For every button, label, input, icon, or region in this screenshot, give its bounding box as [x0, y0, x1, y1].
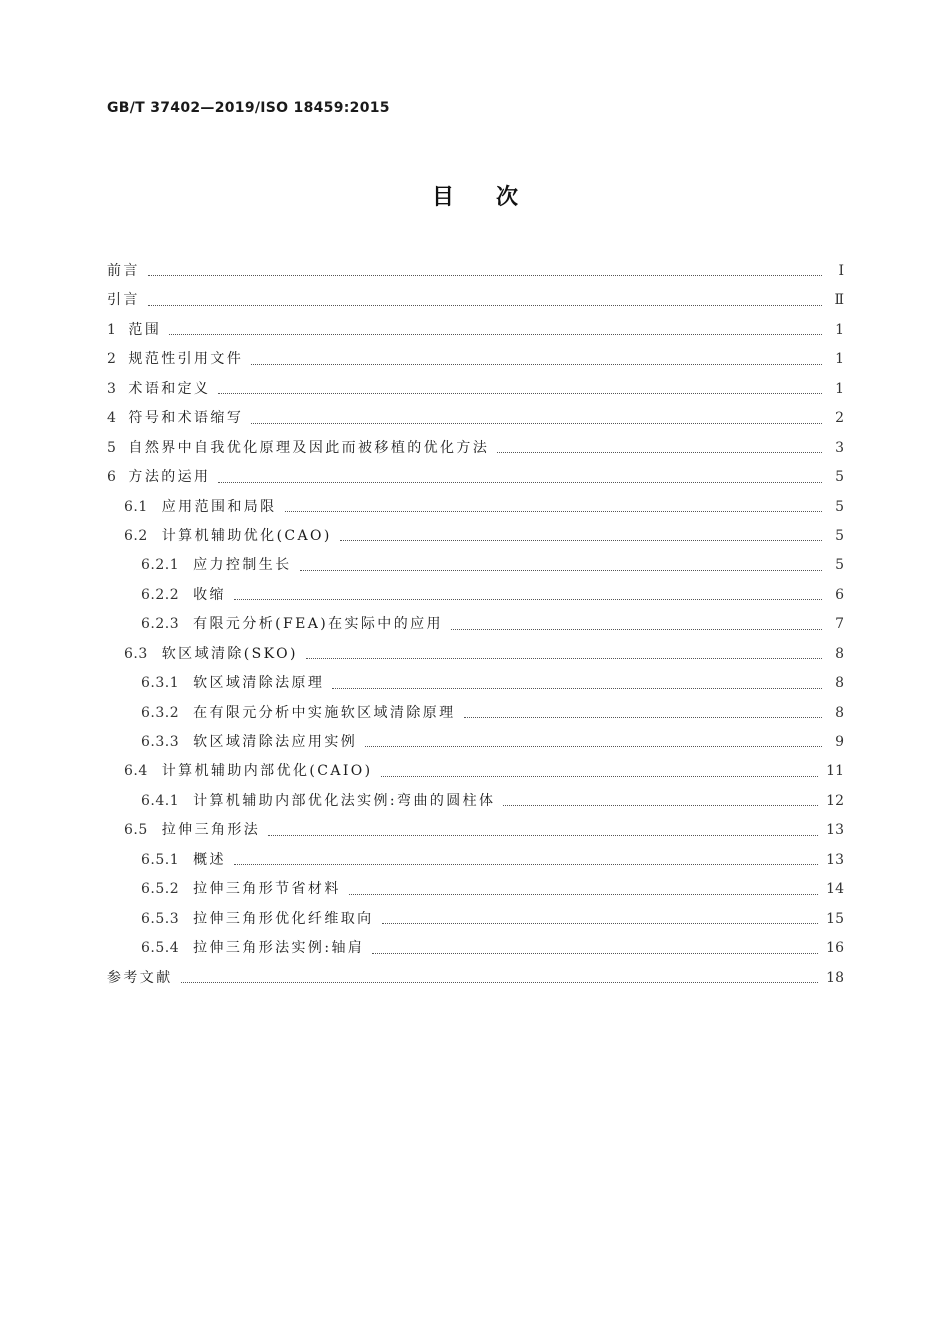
toc-entry-number: 6.2	[124, 527, 148, 544]
toc-entry-6[interactable]	[107, 463, 844, 492]
toc-entry-6-1[interactable]	[107, 493, 844, 522]
dot-leader	[464, 716, 822, 718]
toc-entry-6-2-3[interactable]	[107, 610, 844, 639]
dot-leader	[372, 952, 818, 954]
toc-entry-label: 符号和术语缩写	[128, 410, 244, 427]
dot-leader	[181, 981, 819, 983]
toc-entry-6-2-1[interactable]	[107, 551, 844, 580]
toc-entry-page: 1	[835, 351, 844, 368]
toc-entry-label: 拉伸三角形节省材料	[193, 881, 341, 898]
toc-entry-label: 概述	[193, 851, 226, 868]
toc-entry-label: 规范性引用文件	[128, 351, 244, 368]
toc-entry-2[interactable]	[107, 345, 844, 374]
dot-leader	[340, 539, 822, 541]
toc-entry-number: 6.5.3	[141, 910, 180, 927]
toc-entry-6-3-2[interactable]	[107, 699, 844, 728]
toc-entry-page: 16	[826, 940, 844, 957]
toc-entry-number: 6.5	[124, 822, 148, 839]
dot-leader	[306, 657, 822, 659]
toc-entry-5[interactable]	[107, 434, 844, 463]
toc-entry-label: 拉伸三角形优化纤维取向	[193, 910, 374, 927]
toc-entry-label: 拉伸三角形法实例:轴肩	[193, 940, 365, 957]
dot-leader	[365, 745, 822, 747]
toc-entry-introduction[interactable]	[107, 286, 844, 315]
toc-entry-page: 11	[826, 763, 844, 780]
toc-entry-6-5-2[interactable]	[107, 875, 844, 904]
toc-entry-number: 6.3.2	[141, 704, 180, 721]
toc-entry-6-4[interactable]	[107, 757, 844, 786]
toc-entry-number: 6.2.3	[141, 616, 180, 633]
toc-entry-label: 软区域清除法原理	[193, 675, 325, 692]
toc-entry-number: 6.3.3	[141, 734, 180, 750]
toc-entry-label: 拉伸三角形法	[161, 822, 261, 839]
toc-entry-page: 8	[835, 645, 844, 662]
toc-entry-label: 软区域清除(SKO)	[161, 645, 298, 662]
toc-entry-label: 有限元分析(FEA)在实际中的应用	[193, 616, 443, 633]
toc-entry-label: 参考文献	[107, 969, 173, 986]
toc-entry-label: 计算机辅助优化(CAO)	[161, 527, 332, 544]
toc-entry-number: 6.4	[124, 763, 148, 780]
toc-entry-label: 范围	[128, 321, 162, 338]
dot-leader	[169, 333, 822, 335]
toc-entry-4[interactable]	[107, 404, 844, 433]
dot-leader	[234, 598, 822, 600]
toc-entry-label: 引言	[107, 292, 140, 309]
toc-entry-bibliography[interactable]	[107, 964, 844, 993]
toc-entry-6-3-3[interactable]	[107, 728, 844, 757]
toc-entry-label: 收缩	[193, 586, 226, 603]
toc-entry-6-5-1[interactable]	[107, 846, 844, 875]
dot-leader	[381, 775, 819, 777]
dot-leader	[251, 422, 822, 424]
toc-entry-label: 在有限元分析中实施软区域清除原理	[193, 704, 456, 721]
toc-entry-page: 13	[826, 822, 844, 839]
toc-entry-page: Ⅱ	[834, 292, 844, 309]
toc-entry-number: 6.5.4	[141, 940, 180, 957]
standard-number: GB/T 37402—2019/ISO 18459:2015	[107, 100, 390, 116]
toc-entry-foreword[interactable]	[107, 257, 844, 286]
toc-entry-page: 18	[826, 969, 844, 986]
toc-entry-6-3[interactable]	[107, 640, 844, 669]
toc-entry-page: 12	[826, 792, 844, 809]
toc-entry-6-3-1[interactable]	[107, 669, 844, 698]
dot-leader	[497, 451, 822, 453]
toc-entry-6-2-2[interactable]	[107, 581, 844, 610]
toc-entry-page: 8	[835, 704, 844, 721]
toc-entry-page: 7	[835, 616, 844, 633]
dot-leader	[268, 834, 818, 836]
toc-entry-label: 前言	[107, 263, 140, 279]
toc-entry-number: 3	[107, 380, 117, 397]
toc-entry-page: 1	[835, 321, 844, 338]
toc-entry-number: 6.5.2	[141, 881, 180, 898]
toc-entry-number: 6.4.1	[141, 792, 180, 809]
toc-entry-number: 6.5.1	[141, 851, 180, 868]
toc-entry-number: 6	[107, 469, 117, 486]
toc-entry-page: 5	[835, 498, 844, 515]
toc-entry-6-5-4[interactable]	[107, 934, 844, 963]
toc-entry-number: 6.3	[124, 645, 148, 662]
toc-entry-page: 1	[835, 380, 844, 397]
toc-entry-label: 自然界中自我优化原理及因此而被移植的优化方法	[128, 439, 490, 456]
toc-entry-6-5[interactable]	[107, 816, 844, 845]
toc-entry-page: 5	[835, 557, 844, 574]
dot-leader	[300, 569, 822, 571]
toc-entry-page: 8	[835, 675, 844, 692]
toc-entry-page: 5	[835, 527, 844, 544]
toc-entry-page: 9	[835, 734, 844, 750]
dot-leader	[148, 274, 822, 276]
toc-entry-number: 4	[107, 410, 117, 427]
toc-entry-page: 5	[835, 469, 844, 486]
toc-entry-6-4-1[interactable]	[107, 787, 844, 816]
page-title: 目次	[431, 185, 560, 210]
toc-entry-number: 5	[107, 439, 117, 456]
toc-entry-number: 2	[107, 351, 117, 368]
toc-entry-number: 6.1	[124, 498, 148, 515]
dot-leader	[349, 893, 818, 895]
toc-entry-3[interactable]	[107, 375, 844, 404]
toc-entry-label: 应力控制生长	[193, 557, 292, 574]
toc-entry-page: Ⅰ	[838, 263, 844, 279]
toc-entry-label: 软区域清除法应用实例	[193, 734, 358, 750]
dot-leader	[285, 510, 822, 512]
dot-leader	[218, 481, 822, 483]
toc-entry-1[interactable]	[107, 316, 844, 345]
toc-entry-page: 3	[835, 439, 844, 456]
toc-entry-label: 计算机辅助内部优化(CAIO)	[161, 763, 373, 780]
toc-entry-page: 15	[826, 910, 844, 927]
dot-leader	[451, 628, 822, 630]
toc-entry-6-5-3[interactable]	[107, 905, 844, 934]
toc-entry-number: 6.2.1	[141, 557, 180, 574]
dot-leader	[148, 304, 822, 306]
toc-entry-number: 6.3.1	[141, 675, 180, 692]
toc-entry-label: 方法的运用	[128, 469, 211, 486]
toc-entry-page: 14	[826, 881, 844, 898]
toc-entry-page: 6	[835, 586, 844, 603]
toc-entry-label: 应用范围和局限	[161, 498, 277, 515]
dot-leader	[503, 804, 818, 806]
dot-leader	[251, 363, 822, 365]
toc-entry-6-2[interactable]	[107, 522, 844, 551]
toc-entry-page: 13	[826, 851, 844, 868]
toc-entry-page: 2	[835, 410, 844, 427]
table-of-contents	[107, 257, 844, 993]
toc-entry-label: 术语和定义	[128, 380, 211, 397]
toc-entry-number: 1	[107, 321, 117, 338]
dot-leader	[382, 922, 819, 924]
dot-leader	[332, 687, 822, 689]
toc-entry-label: 计算机辅助内部优化法实例:弯曲的圆柱体	[193, 792, 496, 809]
dot-leader	[218, 392, 822, 394]
dot-leader	[234, 863, 818, 865]
toc-entry-number: 6.2.2	[141, 586, 180, 603]
